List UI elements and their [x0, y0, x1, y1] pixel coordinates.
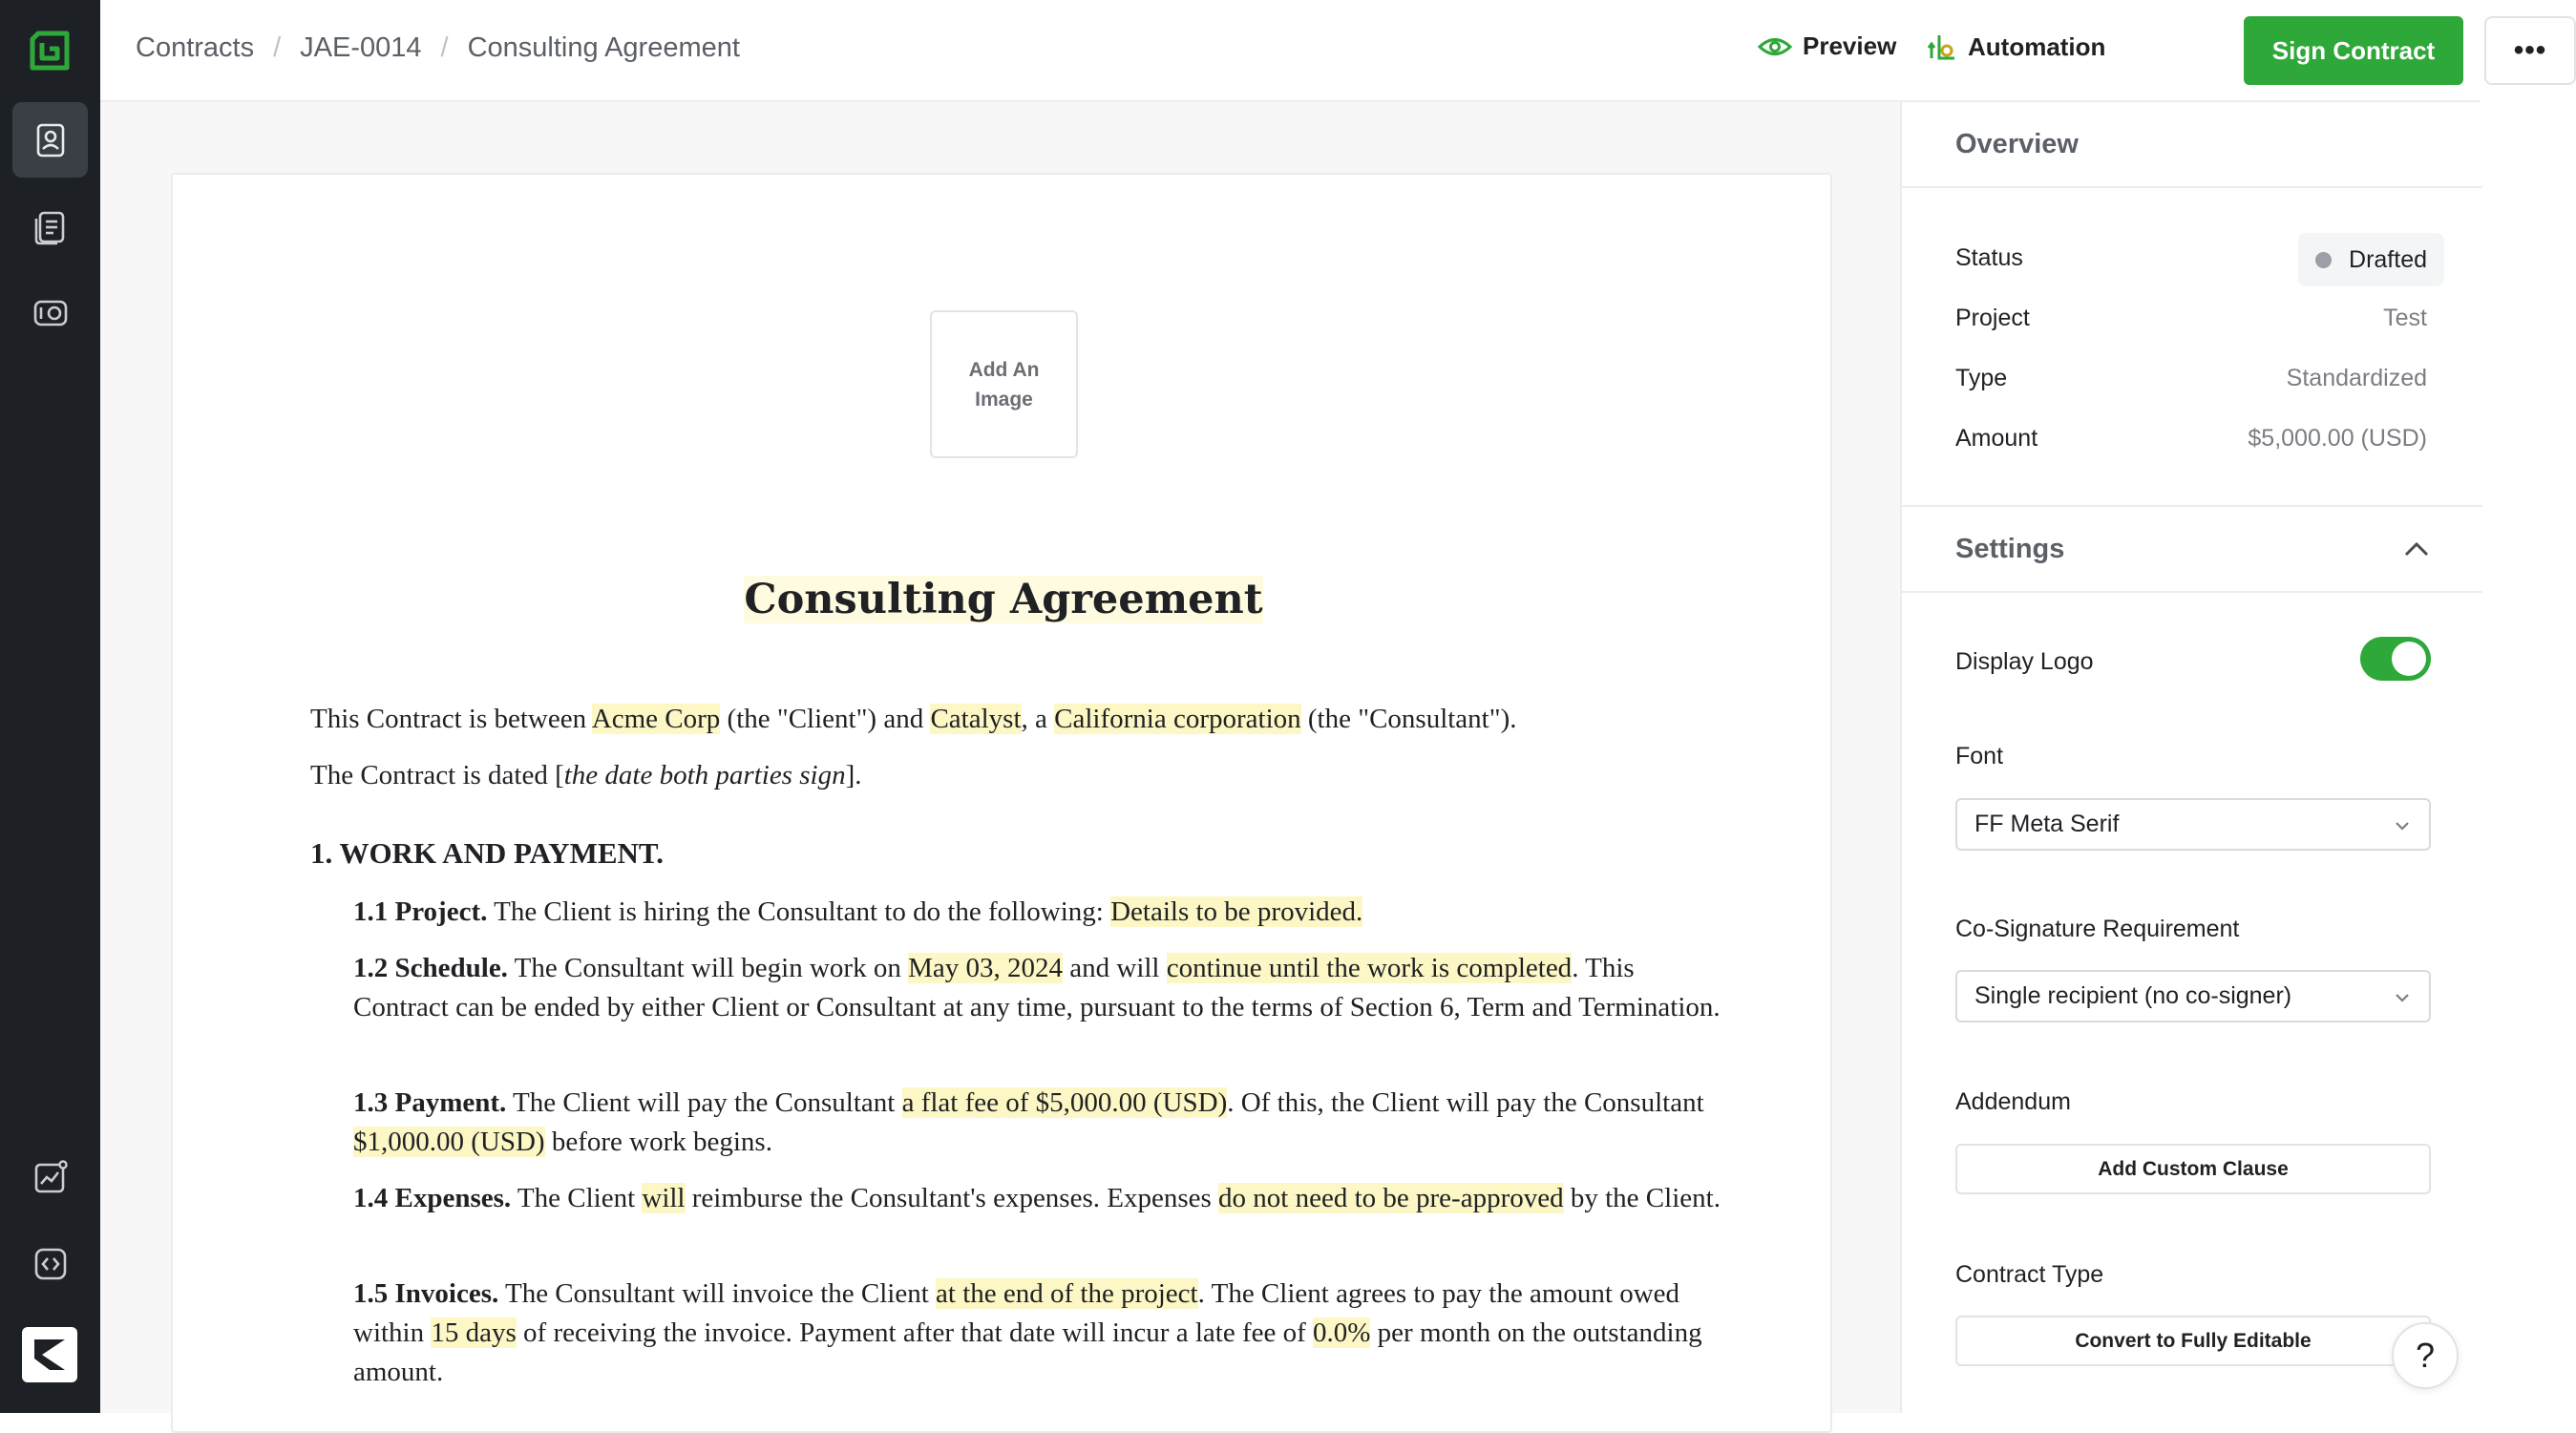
convert-editable-button[interactable]: Convert to Fully Editable — [1955, 1316, 2431, 1366]
type-value: Standardized — [2286, 365, 2427, 391]
type-label: Type — [1955, 365, 2008, 391]
payment-terms-field[interactable]: 15 days — [431, 1317, 517, 1348]
project-value: Test — [2383, 305, 2427, 331]
app-logo-icon[interactable] — [25, 26, 74, 75]
deposit-field[interactable]: $1,000.00 (USD) — [353, 1127, 545, 1157]
amount-label: Amount — [1955, 425, 2038, 452]
clause-1-4-expenses: 1.4 Expenses. The Client will reimburse the Consultant's expenses. Expenses do not need to be pre-approved by the Client. — [353, 1183, 1721, 1213]
breadcrumb-contract-id[interactable]: JAE-0014 — [300, 32, 422, 63]
display-logo-toggle[interactable] — [2360, 637, 2431, 681]
project-label: Project — [1955, 305, 2030, 331]
automation-button[interactable] — [1926, 32, 2105, 62]
chevron-up-icon[interactable] — [2402, 539, 2431, 558]
status-value: Drafted — [2349, 245, 2427, 273]
breadcrumb-contracts[interactable]: Contracts — [136, 32, 255, 63]
contract-type-label: Contract Type — [1955, 1261, 2104, 1288]
settings-title: Settings — [1955, 534, 2065, 564]
overview-title: Overview — [1955, 129, 2079, 159]
dated-paragraph: The Contract is dated [the date both parties sign]. — [310, 760, 862, 790]
status-dot-icon — [2315, 252, 2332, 268]
nav-contacts-icon[interactable] — [12, 102, 88, 178]
clause-1-1-project: 1.1 Project. The Client is hiring the Consultant to do the following: Details to be provided. — [353, 896, 1363, 927]
eye-icon — [1757, 34, 1793, 59]
end-condition-field[interactable]: continue until the work is completed — [1166, 953, 1573, 983]
invoice-timing-field[interactable]: at the end of the project — [936, 1278, 1198, 1309]
fee-field[interactable]: a flat fee of $5,000.00 (USD) — [901, 1087, 1228, 1118]
breadcrumb-current: Consulting Agreement — [467, 32, 740, 63]
brand-badge-icon[interactable] — [22, 1327, 77, 1382]
sign-contract-button[interactable]: Sign Contract — [2244, 16, 2463, 85]
nav-integrations-icon[interactable] — [12, 1226, 88, 1301]
document-canvas — [100, 102, 1900, 1413]
add-image-placeholder[interactable] — [930, 310, 1078, 458]
status-badge — [2298, 233, 2444, 286]
add-image-line1: Add An — [968, 358, 1040, 381]
nav-payments-icon[interactable] — [12, 275, 88, 350]
contract-document — [171, 173, 1832, 1433]
breadcrumb-separator: / — [273, 32, 282, 63]
project-details-field[interactable]: Details to be provided. — [1110, 896, 1363, 927]
status-label: Status — [1955, 244, 2023, 271]
nav-documents-icon[interactable] — [12, 189, 88, 264]
intro-paragraph: This Contract is between Acme Corp (the "Client") and Catalyst, a California corporation (the "Consultant"). — [310, 704, 1517, 734]
left-nav-rail — [0, 0, 100, 1413]
details-panel — [1900, 102, 2481, 1413]
cosign-select[interactable] — [1955, 970, 2431, 1022]
automation-label: Automation — [1968, 32, 2106, 61]
more-options-button[interactable]: ••• — [2484, 16, 2576, 85]
preview-button[interactable] — [1757, 32, 1896, 61]
chevron-down-icon — [2393, 988, 2412, 1007]
start-date-field[interactable]: May 03, 2024 — [908, 953, 1063, 983]
preview-label: Preview — [1803, 32, 1897, 60]
consultant-name-field[interactable]: Catalyst — [930, 704, 1022, 734]
amount-value: $5,000.00 (USD) — [2248, 425, 2427, 452]
display-logo-label: Display Logo — [1955, 648, 2094, 675]
consultant-entity-field[interactable]: California corporation — [1054, 704, 1301, 734]
font-label: Font — [1955, 743, 2004, 769]
document-title[interactable]: Consulting Agreement — [744, 576, 1263, 623]
addendum-label: Addendum — [1955, 1088, 2071, 1115]
add-image-line2: Image — [975, 388, 1033, 411]
client-name-field[interactable]: Acme Corp — [591, 704, 721, 734]
font-select-value: FF Meta Serif — [1974, 811, 2120, 837]
add-custom-clause-button[interactable]: Add Custom Clause — [1955, 1144, 2431, 1194]
reimburse-field[interactable]: will — [642, 1183, 686, 1213]
cosign-select-value: Single recipient (no co-signer) — [1974, 982, 2292, 1009]
clause-1-2-schedule: 1.2 Schedule. The Consultant will begin work on May 03, 2024 and will continue until the work is completed. This Contract can be ended by either Client or Consultant at any time, pursuant to the terms of Section 6, Term and Termination. — [353, 953, 1721, 1022]
chevron-down-icon — [2393, 816, 2412, 835]
breadcrumb-separator: / — [440, 32, 449, 63]
help-button[interactable]: ? — [2392, 1322, 2459, 1389]
clause-1-5-invoices: 1.5 Invoices. The Consultant will invoice the Client at the end of the project. The Client agrees to pay the amount owed within 15 days of receiving the invoice. Payment after that date will incur a late fee of 0.0% per month on the outstanding amount. — [353, 1278, 1702, 1387]
late-fee-field[interactable]: 0.0% — [1313, 1317, 1371, 1348]
settings-header[interactable] — [1902, 507, 2482, 593]
automation-icon — [1926, 32, 1958, 62]
section-heading-work-payment: 1. WORK AND PAYMENT. — [310, 836, 665, 870]
top-bar — [100, 0, 2547, 102]
clause-1-3-payment: 1.3 Payment. The Client will pay the Consultant a flat fee of $5,000.00 (USD). Of this, the Client will pay the Consultant $1,000.00 (USD) before work begins. — [353, 1087, 1704, 1157]
overview-header — [1902, 102, 2482, 188]
nav-analytics-icon[interactable] — [12, 1139, 88, 1214]
cosign-label: Co-Signature Requirement — [1955, 916, 2240, 942]
breadcrumb — [136, 32, 740, 64]
preapproval-field[interactable]: do not need to be pre-approved — [1218, 1183, 1564, 1213]
font-select[interactable] — [1955, 798, 2431, 851]
contract-date-field[interactable]: the date both parties sign — [563, 760, 846, 790]
